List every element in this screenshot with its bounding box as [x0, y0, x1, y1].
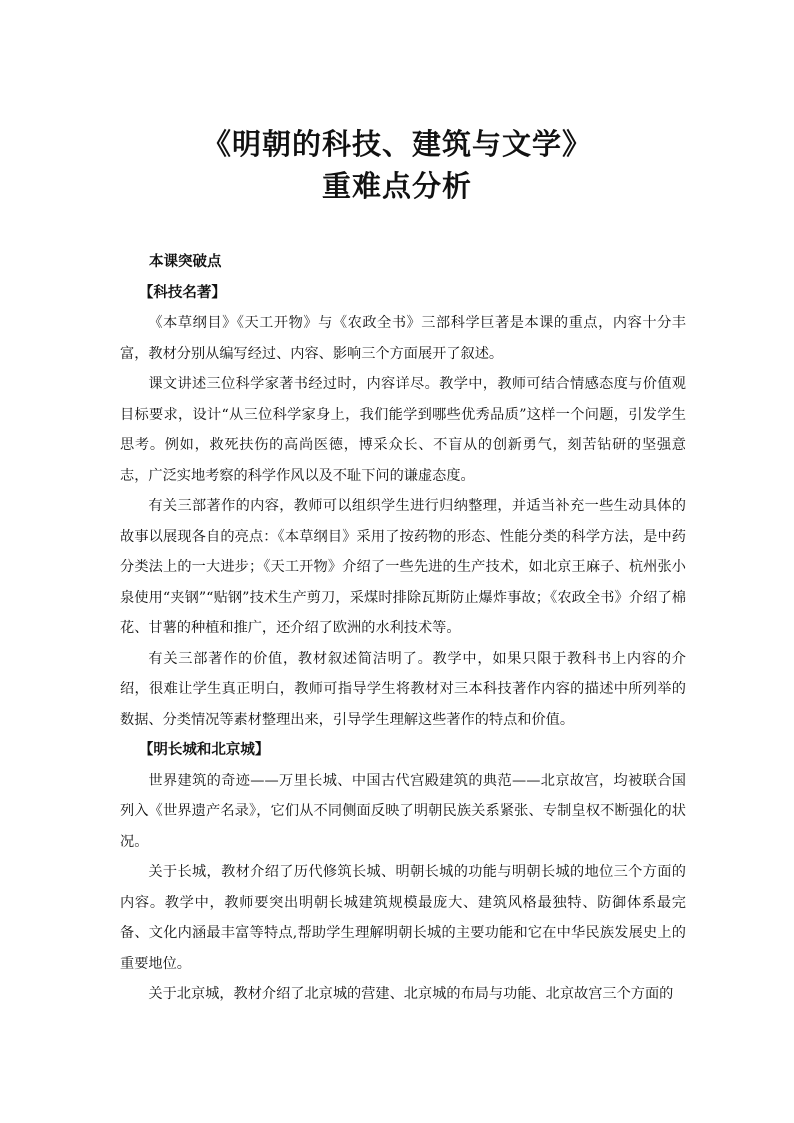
paragraph: 关于长城，教材介绍了历代修筑长城、明朝长城的功能与明朝长城的地位三个方面的内容。教学中，教师要突出明朝长城建筑规模最庞大、建筑风格最独特、防御体系最完备、文化内涵最丰富等特点,帮助学生理解明朝长城的主要功能和它在中华民族发展史上的重要地位。 — [120, 864, 686, 972]
paragraph: 有关三部著作的价值，教材叙述简洁明了。教学中，如果只限于教科书上内容的介绍，很难让学生真正明白，教师可指导学生将教材对三本科技著作内容的描述中所列举的数据、分类情况等素材整理出来，引导学生理解这些著作的特点和价值。 — [120, 650, 686, 728]
document-body — [120, 247, 686, 1010]
section-heading-great-wall-beijing: 【明长城和北京城】 — [138, 742, 270, 758]
document-title-line-1: 《明朝的科技、建筑与文学》 — [201, 127, 592, 161]
document-title-line-2: 重难点分析 — [321, 169, 472, 203]
main-heading: 本课突破点 — [149, 254, 222, 270]
paragraph: 《本草纲目》《天工开物》与《农政全书》三部科学巨著是本课的重点，内容十分丰富，教材分别从编写经过、内容、影响三个方面展开了叙述。 — [120, 315, 686, 362]
paragraph: 有关三部著作的内容，教师可以组织学生进行归纳整理，并适当补充一些生动具体的故事以展现各自的亮点：《本草纲目》采用了按药物的形态、性能分类的科学方法，是中药分类法上的一大进步；《天工开物》介绍了一些先进的生产技术，如北京王麻子、杭州张小泉使用“夹钢”“贴钢”技术生产剪刀，采煤时排除瓦斯防止爆炸事故；《农政全书》介绍了棉花、甘薯的种植和推广，还介绍了欧洲的水利技术等。 — [120, 498, 686, 636]
paragraph: 世界建筑的奇迹——万里长城、中国古代宫殿建筑的典范——北京故宫，均被联合国列入《世界遗产名录》，它们从不同侧面反映了明朝民族关系紧张、专制皇权不断强化的状况。 — [120, 772, 686, 850]
section-heading-science-works: 【科技名著】 — [138, 284, 226, 301]
paragraph: 课文讲述三位科学家著书经过时，内容详尽。教学中，教师可结合情感态度与价值观目标要求，设计“从三位科学家身上，我们能学到哪些优秀品质”这样一个问题，引发学生思考。例如，救死扶伤的高尚医德，博采众长、不盲从的创新勇气，刻苦钻研的坚强意志，广泛实地考察的科学作风以及不耻下问的谦虚态度。 — [120, 376, 686, 484]
paragraph: 关于北京城，教材介绍了北京城的营建、北京城的布局与功能、北京故宫三个方面的 — [148, 986, 674, 1002]
